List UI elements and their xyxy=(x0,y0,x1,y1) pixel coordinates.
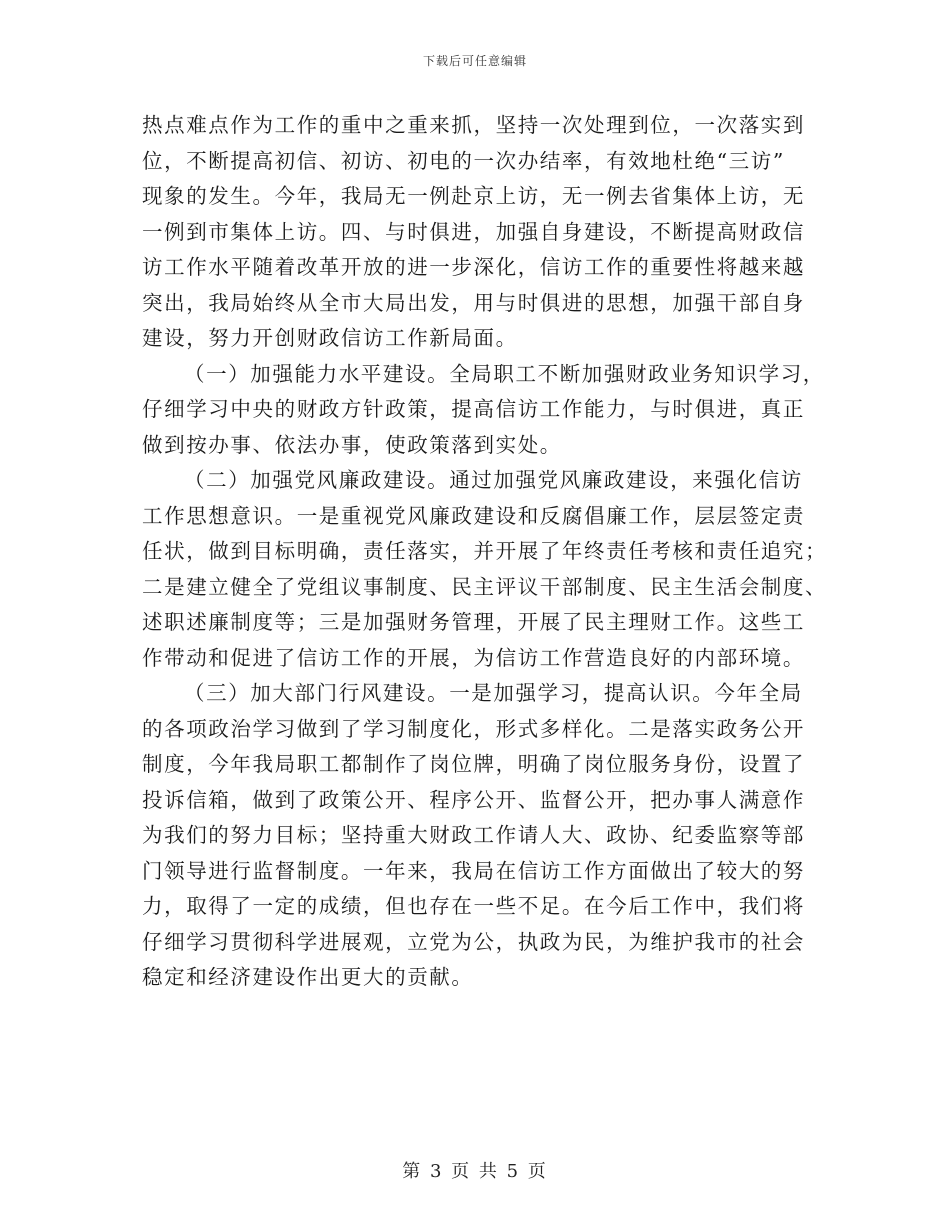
text-line: 述职述廉制度等；三是加强财务管理，开展了民主理财工作。这些工 xyxy=(142,610,805,634)
text-line: 的各项政治学习做到了学习制度化，形式多样化。二是落实政务公开 xyxy=(142,716,805,741)
text-line: 二是建立健全了党组议事制度、民主评议干部制度、民主生活会制度、 xyxy=(142,574,828,599)
text-line: （二）加强党风廉政建设。通过加强党风廉政建设，来强化信访 xyxy=(184,468,803,492)
text-line: 稳定和经济建设作出更大的贡献。 xyxy=(142,965,474,989)
text-line: 门领导进行监督制度。一年来，我局在信访工作方面做出了较大的努 xyxy=(142,858,805,883)
text-line: 作带动和促进了信访工作的开展，为信访工作营造良好的内部环境。 xyxy=(142,645,805,670)
text-line: 现象的发生。今年，我局无一例赴京上访，无一例去省集体上访，无 xyxy=(142,184,805,208)
text-line: 一例到市集体上访。四、与时俱进，加强自身建设，不断提高财政信 xyxy=(142,219,805,244)
text-line: 投诉信箱，做到了政策公开、程序公开、监督公开，把办事人满意作 xyxy=(142,787,805,812)
text-line: 建设，努力开创财政信访工作新局面。 xyxy=(142,326,518,350)
text-line: 工作思想意识。一是重视党风廉政建设和反腐倡廉工作，层层签定责 xyxy=(142,503,805,528)
document-body xyxy=(142,108,828,996)
page-header: 下载后可任意编辑 xyxy=(422,54,527,68)
text-line: 突出，我局始终从全市大局出发，用与时俱进的思想，加强干部自身 xyxy=(142,290,805,315)
text-line: 为我们的努力目标；坚持重大财政工作请人大、政协、纪委监察等部 xyxy=(142,823,805,847)
text-line: 热点难点作为工作的重中之重来抓，坚持一次处理到位，一次落实到 xyxy=(142,113,805,137)
text-line: 力，取得了一定的成绩，但也存在一些不足。在今后工作中，我们将 xyxy=(142,894,805,918)
text-line: 做到按办事、依法办事，使政策落到实处。 xyxy=(142,432,562,457)
text-line: （一）加强能力水平建设。全局职工不断加强财政业务知识学习， xyxy=(184,361,825,386)
text-line: （三）加大部门行风建设。一是加强学习，提高认识。今年全局 xyxy=(184,681,803,705)
text-line: 任状，做到目标明确，责任落实，并开展了年终责任考核和责任追究； xyxy=(142,539,828,563)
text-line: 仔细学习贯彻科学进展观，立党为公，执政为民，为维护我市的社会 xyxy=(142,929,805,954)
text-line: 访工作水平随着改革开放的进一步深化，信访工作的重要性将越来越 xyxy=(142,255,805,279)
text-line: 制度，今年我局职工都制作了岗位牌，明确了岗位服务身份，设置了 xyxy=(142,752,805,776)
page-number: 第 3 页 共 5 页 xyxy=(402,1161,548,1182)
text-line: 位，不断提高初信、初访、初电的一次办结率，有效地杜绝“三访” xyxy=(142,148,785,173)
text-line: 仔细学习中央的财政方针政策，提高信访工作能力，与时俱进，真正 xyxy=(142,397,805,421)
